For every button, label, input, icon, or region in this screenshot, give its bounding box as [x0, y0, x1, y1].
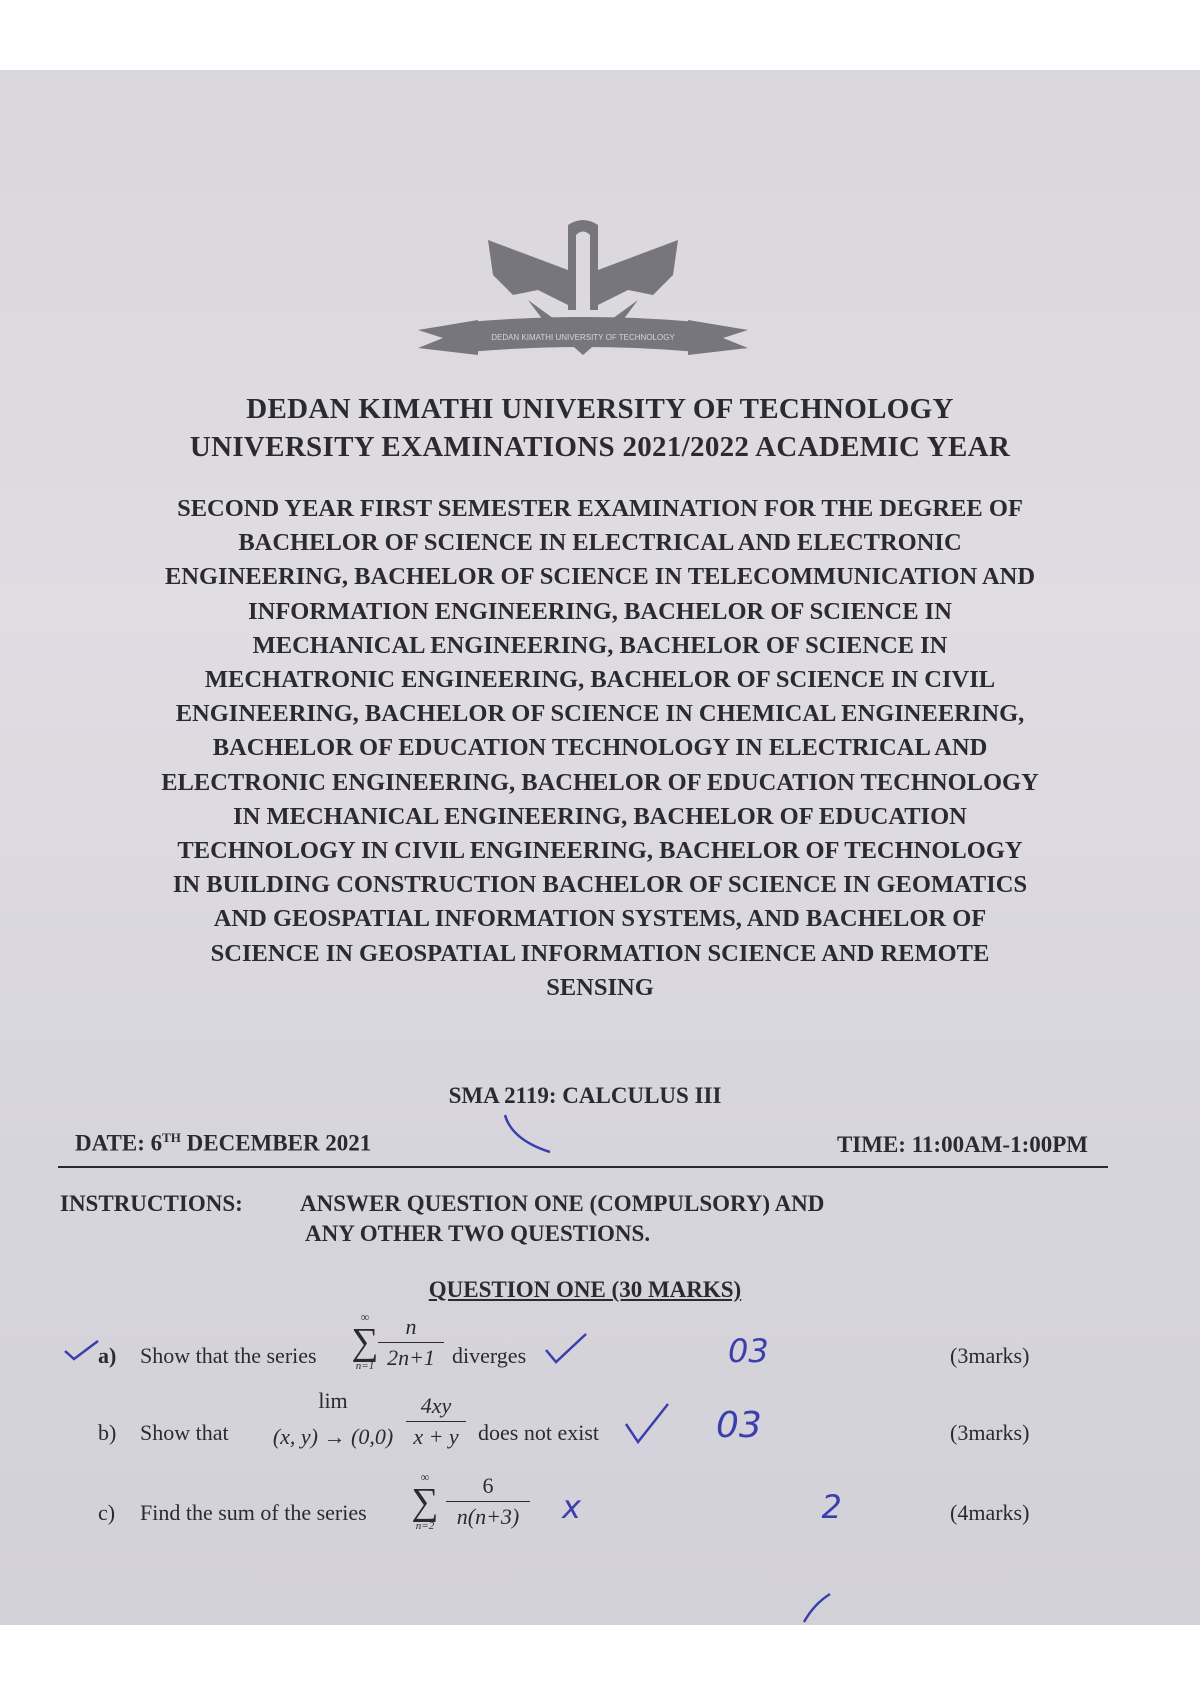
degree-line: ENGINEERING, BACHELOR OF SCIENCE IN TELECOMMUNICATION AND — [164, 563, 1036, 591]
tick-icon — [542, 1330, 592, 1370]
handwritten-score: 03 — [728, 1332, 769, 1370]
degree-line: INFORMATION ENGINEERING, BACHELOR OF SCIENCE IN — [248, 597, 952, 625]
question-marks: (3marks) — [950, 1343, 1030, 1368]
degree-line: IN BUILDING CONSTRUCTION BACHELOR OF SCIENCE IN GEOMATICS — [172, 871, 1028, 899]
university-name: DEDAN KIMATHI UNIVERSITY OF TECHNOLOGY — [246, 393, 954, 425]
handwritten-score: 03 — [716, 1405, 762, 1446]
instructions-line: ANSWER QUESTION ONE (COMPULSORY) AND — [300, 1191, 825, 1216]
degree-line: MECHATRONIC ENGINEERING, BACHELOR OF SCIENCE IN CIVIL — [204, 666, 996, 694]
question-heading: QUESTION ONE (30 MARKS) — [428, 1277, 742, 1302]
question-label: c) — [98, 1500, 116, 1525]
header-divider — [58, 1166, 1108, 1168]
exam-paper — [0, 70, 1200, 1625]
tick-icon — [62, 1335, 102, 1365]
instructions-line: ANY OTHER TWO QUESTIONS. — [305, 1221, 651, 1246]
tick-icon — [622, 1400, 672, 1450]
degree-line: ENGINEERING, BACHELOR OF SCIENCE IN CHEMICAL ENGINEERING, — [175, 700, 1025, 728]
question-label: b) — [98, 1420, 117, 1445]
question-marks: (4marks) — [950, 1500, 1030, 1525]
degree-line: BACHELOR OF EDUCATION TECHNOLOGY IN ELECTRICAL AND — [212, 734, 988, 762]
question-text: diverges — [452, 1343, 527, 1368]
question-text: Show that — [140, 1420, 229, 1445]
exam-time: TIME: 11:00AM-1:00PM — [836, 1132, 1088, 1157]
degree-line: ELECTRONIC ENGINEERING, BACHELOR OF EDUCATION TECHNOLOGY — [161, 768, 1039, 796]
university-logo — [418, 220, 748, 370]
instructions-label: INSTRUCTIONS: — [60, 1191, 243, 1216]
degree-line: SCIENCE IN GEOSPATIAL INFORMATION SCIENCE AND REMOTE — [210, 939, 990, 967]
question-text: Show that the series — [140, 1343, 317, 1368]
degree-line: BACHELOR OF SCIENCE IN ELECTRICAL AND ELECTRONIC — [238, 529, 962, 557]
degree-line: MECHANICAL ENGINEERING, BACHELOR OF SCIENCE IN — [252, 631, 948, 659]
math-fraction: 4xy x + y — [406, 1393, 466, 1450]
handwritten-mark: x 2 — [562, 1488, 842, 1526]
question-text: does not exist — [478, 1420, 599, 1445]
math-limit: lim (x, y) → (0,0) — [272, 1388, 394, 1449]
course-code-title: SMA 2119: CALCULUS III — [448, 1083, 722, 1108]
degree-programmes — [60, 492, 1140, 1005]
math-sum: ∞ ∑ n=1 — [351, 1310, 379, 1372]
degree-line: AND GEOSPATIAL INFORMATION SYSTEMS, AND BACHELOR OF — [213, 905, 987, 933]
math-sum: ∞ ∑ n=2 — [411, 1470, 439, 1532]
math-fraction: 6 n(n+3) — [446, 1473, 530, 1530]
degree-line: TECHNOLOGY IN CIVIL ENGINEERING, BACHELOR OF TECHNOLOGY — [177, 837, 1023, 865]
exam-session: UNIVERSITY EXAMINATIONS 2021/2022 ACADEMIC YEAR — [189, 431, 1011, 463]
pen-mark-icon — [800, 1590, 840, 1625]
degree-line: IN MECHANICAL ENGINEERING, BACHELOR OF EDUCATION — [233, 802, 967, 830]
university-header — [0, 390, 1200, 466]
pen-mark-icon — [500, 1110, 560, 1160]
degree-line: SENSING — [546, 973, 654, 1001]
math-fraction: n 2n+1 — [378, 1314, 444, 1371]
exam-date: DATE: 6TH DECEMBER 2021 — [75, 1130, 372, 1156]
degree-line: SECOND YEAR FIRST SEMESTER EXAMINATION FOR THE DEGREE OF — [177, 495, 1023, 522]
question-text: Find the sum of the series — [140, 1500, 367, 1525]
question-label: a) — [98, 1343, 117, 1368]
logo-banner-text: DEDAN KIMATHI UNIVERSITY OF TECHNOLOGY — [491, 333, 675, 342]
question-marks: (3marks) — [950, 1420, 1030, 1445]
